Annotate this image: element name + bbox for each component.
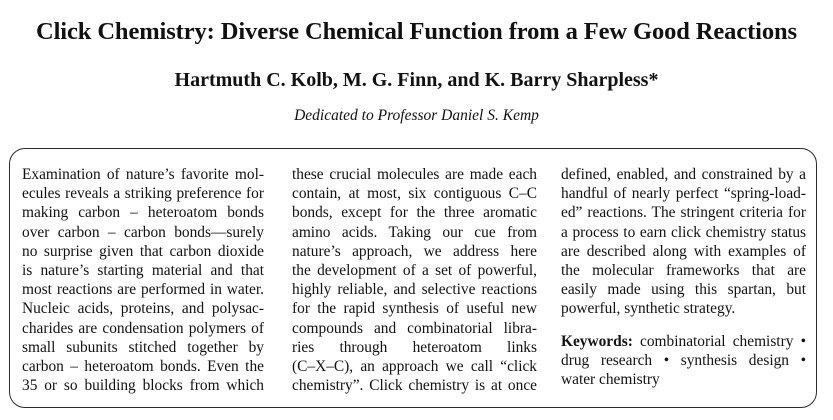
keywords-line-3: water chemistry (561, 370, 660, 388)
paper-title: Click Chemistry: Diverse Chemical Function from a Few Good Reactions (36, 18, 797, 45)
abstract-line: nature’s approach, we address here (292, 242, 537, 260)
abstract-line: small subunits stitched together by (22, 338, 264, 356)
abstract-line: a process to earn click chemistry status (561, 223, 806, 241)
abstract-column-3 (561, 165, 806, 389)
abstract-column-2 (292, 165, 537, 395)
abstract-line: Nucleic acids, proteins, and polysac- (22, 300, 264, 318)
abstract-column-1 (22, 165, 264, 395)
keywords-label: Keywords: (561, 332, 633, 350)
abstract-line: these crucial molecules are made each (292, 166, 537, 183)
abstract-line: ed” reactions. The stringent criteria for (561, 204, 806, 222)
abstract-line: powerful, synthetic strategy. (561, 300, 736, 318)
abstract-line: making carbon – heteroatom bonds (22, 204, 264, 222)
abstract-line: are described along with examples of (561, 242, 806, 260)
abstract-line: easily made using this spartan, but (561, 281, 806, 299)
abstract-line: the molecular frameworks that are (561, 261, 806, 279)
abstract-line: (C–X–C), an approach we call “click (292, 357, 537, 375)
abstract-line: contain, at most, six contiguous C–C (292, 185, 537, 203)
abstract-line: is nature’s starting material and that (22, 261, 264, 279)
abstract-line: no surprise given that carbon dioxide (22, 242, 264, 260)
author-list: Hartmuth C. Kolb, M. G. Finn, and K. Barry Sharpless* (174, 69, 659, 91)
abstract-line: chemistry”. Click chemistry is at once (292, 377, 537, 395)
abstract-line: charides are condensation polymers of (22, 319, 264, 337)
abstract-line: defined, enabled, and constrained by a (561, 166, 806, 183)
abstract-line: ecules reveals a striking preference for (22, 185, 264, 203)
abstract-line: Examination of nature’s favorite mol- (22, 166, 264, 183)
abstract-line: compounds and combinatorial libra- (292, 319, 537, 337)
abstract-line: for the rapid synthesis of useful new (292, 300, 537, 318)
abstract-line: carbon – heteroatom bonds. Even the (22, 357, 264, 375)
keywords-line-1 (561, 332, 806, 351)
abstract-line: the development of a set of powerful, (292, 261, 537, 279)
abstract-line: bonds, except for the three aromatic (292, 204, 537, 222)
abstract-line: highly reliable, and selective reactions (292, 281, 537, 299)
abstract-line: amino acids. Taking our cue from (292, 223, 537, 241)
abstract-line: over carbon – carbon bonds—surely (22, 223, 264, 241)
keywords-text: combinatorial chemistry • (640, 332, 806, 350)
abstract-line: most reactions are performed in water. (22, 281, 264, 299)
keywords-line-2: drug research • synthesis design • (561, 351, 806, 369)
abstract-line: handful of nearly perfect “spring-load- (561, 185, 806, 203)
abstract-line: 35 or so building blocks from which (22, 377, 264, 395)
abstract-line: ries through heteroatom links (292, 338, 537, 356)
dedication: Dedicated to Professor Daniel S. Kemp (294, 107, 539, 124)
keywords-spacer (561, 319, 806, 332)
